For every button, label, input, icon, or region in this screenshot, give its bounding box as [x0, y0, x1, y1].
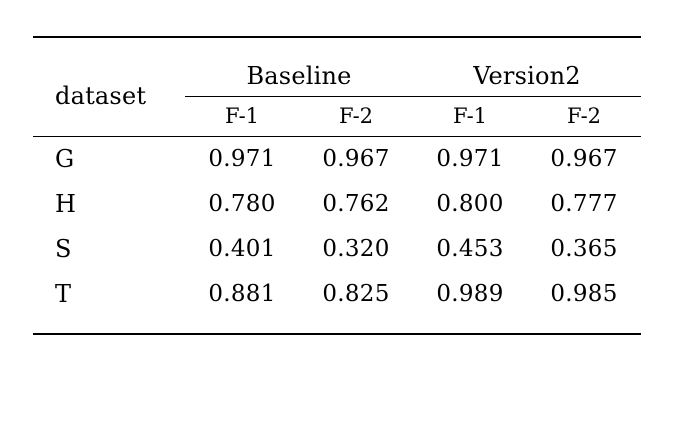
- table-row: [33, 182, 641, 227]
- header-version2-f1: F-1: [452, 104, 488, 128]
- cell-baseline-f2: 0.825: [322, 281, 390, 307]
- header-dataset: dataset: [55, 81, 147, 110]
- table-row: [33, 136, 641, 182]
- cell-version2-f2: 0.967: [527, 136, 641, 182]
- results-table-container: [33, 36, 641, 335]
- row-label: H: [55, 190, 76, 218]
- cell-version2-f1: 0.989: [436, 281, 504, 307]
- cell-version2-f2: 0.777: [550, 191, 618, 217]
- header-baseline-f2: F-2: [338, 104, 374, 128]
- header-group-version2: Version2: [413, 56, 641, 96]
- cell-baseline-f2: 0.762: [322, 191, 390, 217]
- cell-version2-f1: 0.453: [436, 236, 504, 262]
- results-table: [33, 36, 641, 335]
- header-baseline-f1: F-1: [224, 104, 260, 128]
- row-label: T: [55, 280, 72, 308]
- cell-baseline-f2: 0.967: [299, 136, 413, 182]
- cell-baseline-f1: 0.780: [208, 191, 276, 217]
- row-label: G: [33, 136, 185, 182]
- cell-baseline-f1: 0.881: [208, 281, 276, 307]
- cell-version2-f1: 0.971: [413, 136, 527, 182]
- header-group-baseline: Baseline: [185, 56, 413, 96]
- header-version2-f2: F-2: [566, 104, 602, 128]
- cell-baseline-f2: 0.320: [322, 236, 390, 262]
- table-bottom-rule: [33, 317, 641, 334]
- table-top-rule: [33, 37, 641, 56]
- cell-version2-f2: 0.365: [550, 236, 618, 262]
- cell-baseline-f1: 0.971: [185, 136, 299, 182]
- table-row: [33, 272, 641, 317]
- row-label: S: [55, 235, 72, 263]
- table-group-header-row: [33, 56, 641, 96]
- table-row: [33, 227, 641, 272]
- cell-version2-f1: 0.800: [436, 191, 504, 217]
- cell-version2-f2: 0.985: [550, 281, 618, 307]
- cell-baseline-f1: 0.401: [208, 236, 276, 262]
